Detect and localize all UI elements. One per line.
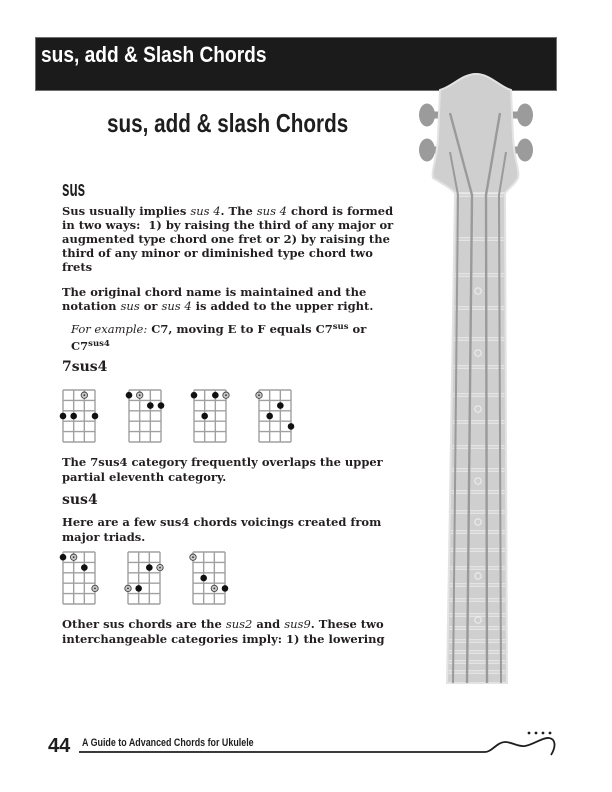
- finger-dot: [200, 575, 207, 582]
- root-center: [73, 556, 75, 558]
- text-run: The 7sus4 category frequently overlaps the upper: [62, 455, 383, 469]
- text-run: . These two: [310, 617, 384, 631]
- root-center: [225, 394, 227, 396]
- text-run: chord is formed: [286, 204, 394, 218]
- root-note-dot: [136, 392, 142, 398]
- chapter-header-title: sus, add & Slash Chords: [41, 42, 267, 67]
- fret-marker: [475, 350, 481, 356]
- finger-dot: [222, 585, 229, 592]
- chord-diagram: [124, 549, 164, 608]
- book-title: A Guide to Advanced Chords for Ukulele: [82, 737, 254, 749]
- root-note-dot: [81, 392, 87, 398]
- chord-grid: [255, 387, 295, 446]
- text-run: or: [348, 322, 367, 336]
- root-note-dot: [190, 554, 196, 560]
- tuning-pegs: [419, 104, 533, 162]
- finger-dot: [126, 392, 133, 399]
- chord-grid: [190, 387, 230, 446]
- root-note-dot: [256, 392, 262, 398]
- text-run: The original chord name is maintained and the: [62, 285, 367, 299]
- italic-term: sus 4: [161, 299, 192, 313]
- finger-dot: [92, 413, 99, 420]
- finger-dot: [60, 554, 67, 561]
- chord-grid: [189, 549, 229, 608]
- footer-dot: [528, 732, 531, 735]
- chord-diagram: [255, 387, 295, 446]
- text-run: Sus usually implies: [62, 204, 191, 218]
- finger-dot: [147, 402, 154, 409]
- finger-dot: [191, 392, 198, 399]
- italic-term: sus: [120, 299, 140, 313]
- text-run: C7, moving E to F equals C7: [147, 322, 333, 336]
- italic-term: sus2: [225, 617, 253, 631]
- text-run: augmented type chord one fret or 2) by raising the: [62, 232, 390, 246]
- chord-diagram: [125, 387, 165, 446]
- root-center: [127, 588, 129, 590]
- paragraph-line: [62, 515, 381, 529]
- paragraph-line: [62, 246, 373, 260]
- root-center: [94, 588, 96, 590]
- root-note-dot: [157, 564, 163, 570]
- paragraph-line: [62, 617, 384, 631]
- strings: [450, 113, 506, 683]
- paragraph-line: [62, 218, 393, 232]
- text-run: . The: [220, 204, 257, 218]
- fret-marker: [475, 617, 481, 623]
- root-note-dot: [92, 585, 98, 591]
- finger-dot: [212, 392, 219, 399]
- string: [486, 113, 500, 683]
- text-run: Other sus chords are the: [62, 617, 226, 631]
- chord-grid: [124, 549, 164, 608]
- fret-marker: [475, 573, 481, 579]
- chord-superscript: sus: [332, 322, 349, 332]
- root-center: [83, 394, 85, 396]
- paragraph-line: [62, 470, 226, 484]
- chord-grid: [125, 387, 165, 446]
- fret-marker: [475, 406, 481, 412]
- root-note-dot: [70, 554, 76, 560]
- footer-dot: [549, 732, 552, 735]
- footer-dot: [535, 732, 538, 735]
- root-note-dot: [125, 585, 131, 591]
- example-line: [71, 322, 366, 336]
- headstock: [433, 74, 519, 196]
- finger-dot: [277, 402, 284, 409]
- root-center: [159, 567, 161, 569]
- fret-markers: [475, 288, 481, 623]
- chord-grid: [59, 387, 99, 446]
- section-heading-sus4: sus4: [62, 492, 98, 508]
- text-run: major triads.: [62, 530, 146, 544]
- paragraph-line: [62, 455, 383, 469]
- tuning-peg-icon: [509, 104, 533, 127]
- root-center: [139, 394, 141, 396]
- frets: [449, 194, 506, 674]
- fret-marker: [475, 478, 481, 484]
- finger-dot: [146, 564, 153, 571]
- tuning-peg-icon: [419, 139, 442, 162]
- text-run: Here are a few sus4 chords voicings created from: [62, 515, 382, 529]
- paragraph-line: [62, 204, 393, 218]
- chord-diagram: [189, 549, 229, 608]
- finger-dot: [158, 402, 165, 409]
- tuning-peg-icon: [419, 104, 442, 127]
- finger-dot: [266, 413, 273, 420]
- root-center: [258, 394, 260, 396]
- paragraph-line: [62, 232, 390, 246]
- fret-marker: [475, 519, 481, 525]
- section-heading-7sus4: 7sus4: [62, 359, 108, 375]
- chord-diagram: [190, 387, 230, 446]
- paragraph-line: [62, 299, 373, 313]
- chord-grid: [59, 549, 99, 608]
- finger-dot: [60, 413, 67, 420]
- finger-dot: [70, 413, 77, 420]
- tuning-peg-icon: [509, 139, 533, 162]
- page-number: 44: [48, 735, 71, 757]
- section-heading-sus: sus: [62, 176, 86, 201]
- italic-term: sus 4: [190, 204, 221, 218]
- finger-dot: [288, 423, 295, 430]
- text-run: and: [252, 617, 285, 631]
- paragraph-line: [62, 260, 92, 274]
- chord-symbol: C7: [71, 339, 89, 353]
- string: [450, 113, 472, 683]
- finger-dot: [81, 564, 88, 571]
- text-run: third of any minor or diminished type chord two: [62, 246, 373, 260]
- page-title: sus, add & slash Chords: [107, 108, 349, 138]
- example-line: [71, 339, 110, 353]
- chord-superscript: sus4: [88, 339, 110, 349]
- italic-term: sus9: [284, 617, 311, 631]
- chord-diagram: [59, 549, 99, 608]
- text-run: notation: [62, 299, 121, 313]
- string: [450, 152, 458, 683]
- paragraph-line: [62, 530, 145, 544]
- footer-dot: [542, 732, 545, 735]
- text-run: frets: [62, 260, 93, 274]
- chord-diagram: [59, 387, 99, 446]
- text-run: in two ways: 1) by raising the third of any major or: [62, 218, 394, 232]
- example-label: For example:: [71, 322, 148, 336]
- fret-marker: [475, 288, 481, 294]
- root-note-dot: [211, 585, 217, 591]
- text-run: interchangeable categories imply: 1) the lowering: [62, 632, 385, 646]
- fretboard: [447, 193, 507, 683]
- paragraph-line: [62, 632, 385, 646]
- text-run: partial eleventh category.: [62, 470, 227, 484]
- root-note-dot: [223, 392, 229, 398]
- root-center: [192, 556, 194, 558]
- root-center: [213, 588, 215, 590]
- string: [499, 152, 506, 683]
- paragraph-line: [62, 285, 366, 299]
- text-run: is added to the upper right.: [191, 299, 374, 313]
- text-run: or: [139, 299, 162, 313]
- italic-term: sus 4: [256, 204, 287, 218]
- finger-dot: [201, 413, 208, 420]
- finger-dot: [135, 585, 142, 592]
